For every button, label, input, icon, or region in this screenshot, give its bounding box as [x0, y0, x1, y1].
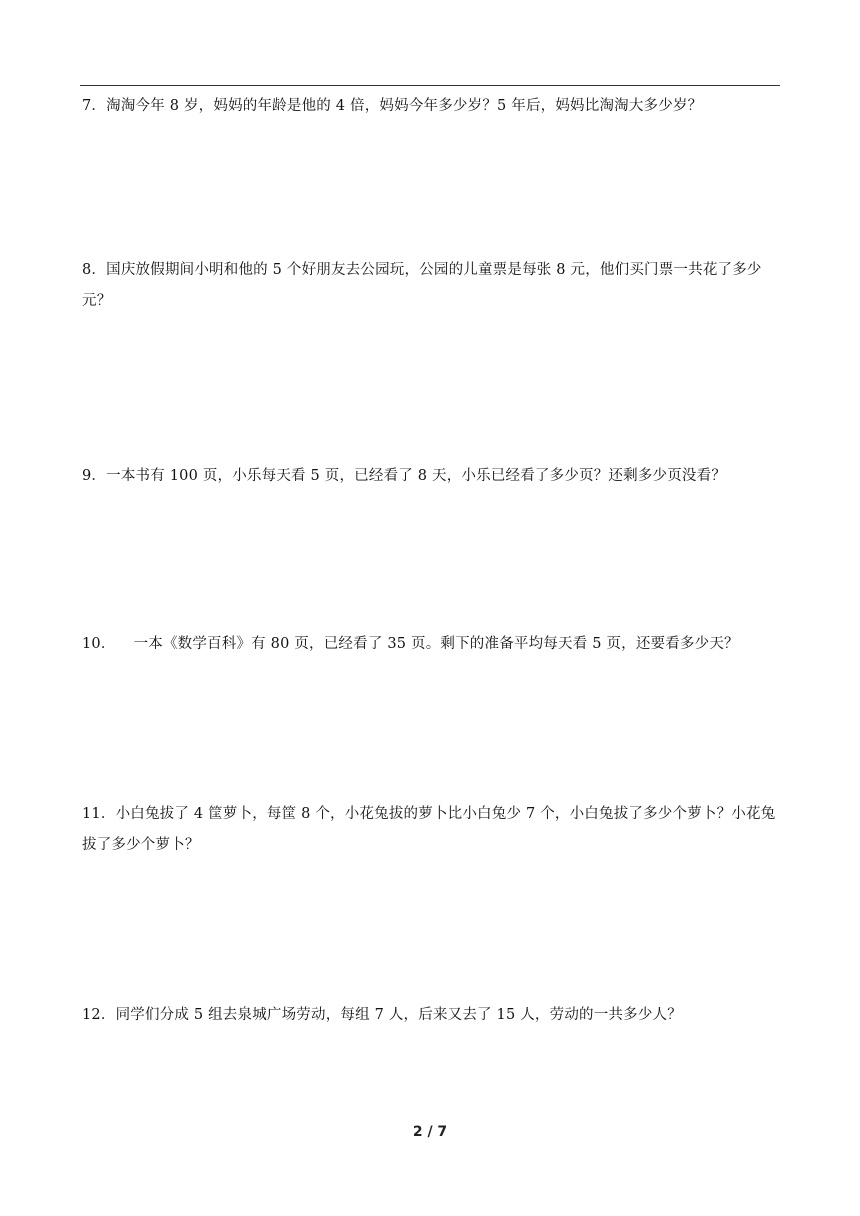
- question-7: [82, 91, 782, 122]
- question-text: 一本书有 100 页，小乐每天看 5 页，已经看了 8 天，小乐已经看了多少页？还剩多少页没看？: [106, 468, 727, 484]
- question-text: 国庆放假期间小明和他的 5 个好朋友去公园玩，公园的儿童票是每张 8 元，他们买门票一共花了多少元？: [82, 262, 762, 309]
- question-number: 12．: [82, 1007, 116, 1023]
- question-number: 11．: [82, 806, 116, 822]
- header-rule: [80, 85, 780, 86]
- question-8: [82, 255, 782, 317]
- question-text: 小白兔拔了 4 筐萝卜，每筐 8 个，小花兔拔的萝卜比小白兔少 7 个，小白兔拔了多少个萝卜？小花兔拔了多少个萝卜？: [82, 806, 776, 853]
- question-9: [82, 461, 782, 492]
- question-text: 淘淘今年 8 岁，妈妈的年龄是他的 4 倍，妈妈今年多少岁？5 年后，妈妈比淘淘大多少岁？: [106, 98, 703, 114]
- question-number: 8．: [82, 262, 107, 278]
- question-text: 一本《数学百科》有 80 页，已经看了 35 页。剩下的准备平均每天看 5 页，还要看多少天？: [133, 636, 739, 652]
- page-number: 2 / 7: [412, 1124, 448, 1140]
- question-text: 同学们分成 5 组去泉城广场劳动，每组 7 人，后来又去了 15 人，劳动的一共多少人？: [115, 1007, 682, 1023]
- question-number: 9．: [82, 468, 107, 484]
- question-11: [82, 799, 782, 861]
- question-12: [82, 1000, 782, 1031]
- question-number: 7．: [82, 98, 107, 114]
- question-10: [82, 629, 782, 660]
- question-number: 10．: [82, 636, 116, 652]
